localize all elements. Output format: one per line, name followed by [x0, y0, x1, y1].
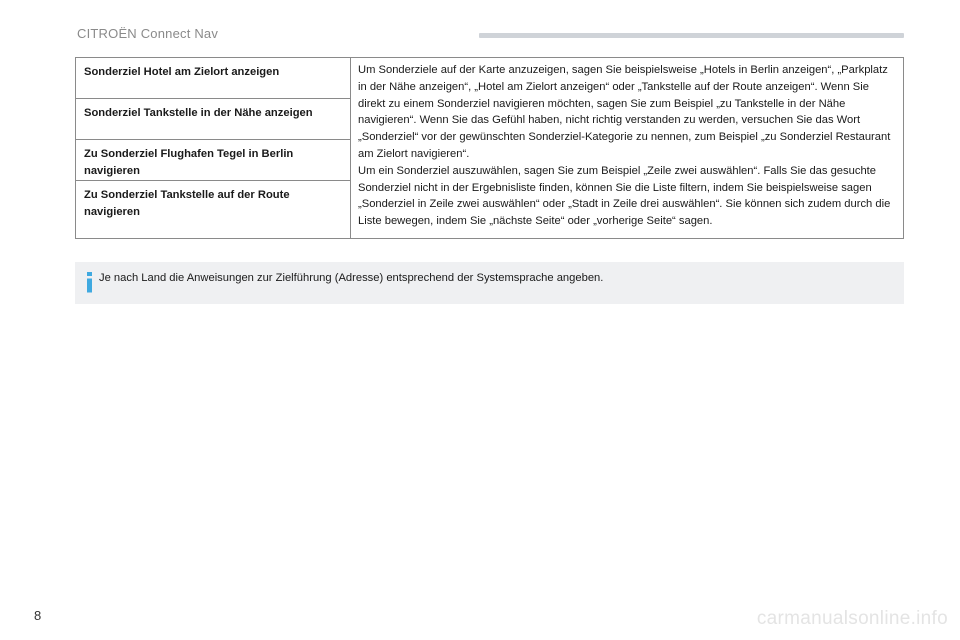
command-navigate-airport-tegel: Zu Sonderziel Flughafen Tegel in Berlin navigieren — [84, 148, 294, 177]
command-hotel-at-destination: Sonderziel Hotel am Zielort anzeigen — [84, 66, 280, 78]
command-nearby-petrol-station: Sonderziel Tankstelle in der Nähe anzeigen — [84, 107, 313, 119]
info-icon — [83, 271, 97, 293]
description-paragraph: Um Sonderziele auf der Karte anzuzeigen, sagen Sie beispielsweise „Hotels in Berlin anzeigen“, „Parkplatz in der Nähe anzeigen“, „Hotel am Zielort anzeigen“ oder „Tankstelle auf der Route anzeigen“. Wenn Sie direkt zu einem Sonderziel navigieren möchten, sagen Sie zum Beispiel „zu Tankstelle in der Nähe navigieren“. Wenn Sie das Gefühl haben, nicht richtig verstanden zu werden, versuchen Sie das Wort „Sonderziel“ vor der gewünschten Sonderziel-Kategorie zu nennen, zum Beispiel „zu Sonderziel Restaurant am Zielort navigieren“. — [358, 64, 891, 160]
info-note-box — [75, 262, 904, 304]
header-accent-bar — [479, 33, 904, 38]
document-header-title: CITROËN Connect Nav — [77, 26, 219, 41]
watermark-text: carmanualsonline.info — [756, 608, 948, 629]
description-cell — [351, 58, 904, 239]
command-navigate-petrol-on-route: Zu Sonderziel Tankstelle auf der Route navigieren — [84, 189, 290, 218]
command-cell — [76, 58, 351, 99]
info-note-text: Je nach Land die Anweisungen zur Zielführung (Adresse) entsprechend der Systemsprache angeben. — [99, 272, 604, 284]
description-paragraph: Um ein Sonderziel auszuwählen, sagen Sie zum Beispiel „Zeile zwei auswählen“. Falls Sie das gesuchte Sonderziel nicht in der Ergebnisliste finden, können Sie die Liste filtern, indem Sie beispielsweise sagen „Sonderziel in Zeile zwei auswählen“ oder „Stadt in Zeile drei auswählen“. Sie können sich zudem durch die Liste bewegen, indem Sie „nächste Seite“ oder „vorherige Seite“ sagen. — [358, 164, 891, 228]
voice-commands-table — [75, 57, 904, 239]
command-cell — [76, 181, 351, 239]
command-cell — [76, 140, 351, 181]
page-number: 8 — [34, 608, 42, 623]
command-cell — [76, 99, 351, 140]
table-row — [76, 58, 904, 99]
